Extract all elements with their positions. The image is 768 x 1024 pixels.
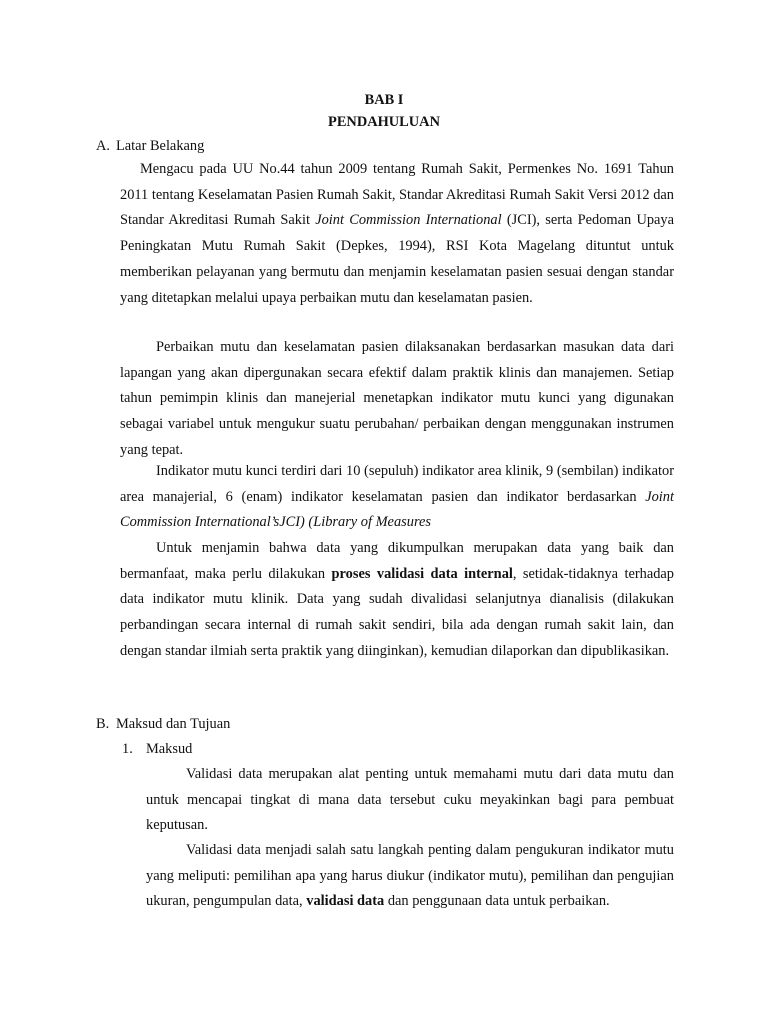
text-run: Mengacu pada UU No.44 tahun 2009 tentang Rumah Sakit, Permenkes No. 1691 Tahun 2011 tentang Keselamatan Pasien Rumah Sakit, Standar Akreditasi Rumah Sakit Versi 2012 dan Standar Akreditasi Rumah Sakit — [120, 161, 674, 229]
italic-text: Joint Commission International — [315, 212, 502, 229]
subsection-1-heading — [122, 740, 192, 758]
subsection-1-label: 1. — [122, 741, 133, 757]
paragraph-latar-2: Perbaikan mutu dan keselamatan pasien dilaksanakan berdasarkan masukan data dari lapangan yang akan dipergunakan secara efektif dalam praktik klinis dan manajemen. Setiap tahun pemimpin klinis dan manejerial menetapkan indikator mutu kunci yang digunakan sebagai variabel untuk mengukur suatu perubahan/ perbaikan dengan menggunakan instrumen yang tepat. — [120, 339, 674, 458]
bold-text: proses validasi data internal — [331, 565, 513, 582]
section-a-heading — [96, 137, 204, 155]
chapter-label: BAB I — [364, 92, 404, 108]
paragraph-latar-4 — [120, 536, 674, 665]
paragraph-latar-1 — [120, 157, 674, 311]
section-a-label: A. — [96, 138, 110, 154]
paragraph-maksud-2 — [146, 838, 674, 915]
text-run: Untuk menjamin bahwa data yang dikumpulkan merupakan data yang baik dan bermanfaat, maka perlu dilakukan — [120, 540, 674, 582]
chapter-title: PENDAHULUAN — [328, 114, 440, 130]
section-b-heading — [96, 715, 230, 733]
text-run: (JCI), serta Pedoman Upaya Peningkatan Mutu Rumah Sakit (Depkes, 1994), RSI Kota Magelang dituntut untuk memberikan pelayanan yang bermutu dan menjamin keselamatan pasien sesuai dengan standar yang ditetapkan melalui upaya perbaikan mutu dan keselamatan pasien. — [120, 212, 674, 306]
bold-text: validasi data — [306, 893, 385, 910]
subsection-1-title: Maksud — [146, 741, 193, 757]
text-run: , setidak-tidaknya terhadap data indikator mutu klinik. Data yang sudah divalidasi selanjutnya dianalisis (dilakukan perbandingan secara internal di rumah sakit sendiri, bila ada dengan rumah sakit lain, dan dengan standar ilmiah serta praktik yang diinginkan), kemudian dilaporkan dan dipublikasikan. — [120, 565, 675, 659]
text-run: Indikator mutu kunci terdiri dari 10 (sepuluh) indikator area klinik, 9 (sembilan) indikator area manajerial, 6 (enam) indikator keselamatan pasien dan indikator berdasarkan — [120, 463, 674, 505]
paragraph-latar-3 — [120, 459, 674, 536]
section-b-title: Maksud dan Tujuan — [116, 716, 231, 732]
italic-text: Joint Commission International’sJCI) (Library of Measures — [120, 488, 674, 531]
section-a-title: Latar Belakang — [116, 138, 205, 154]
paragraph-maksud-1: Validasi data merupakan alat penting untuk memahami mutu dari data mutu dan untuk mencapai tingkat di mana data tersebut cuku meyakinkan bagi para pembuat keputusan. — [146, 766, 674, 834]
text-run: Validasi data menjadi salah satu langkah penting dalam pengukuran indikator mutu yang meliputi: pemilihan apa yang harus diukur (indikator mutu), pemilihan dan pengujian ukuran, pengumpulan data, — [146, 842, 674, 910]
section-b-label: B. — [96, 716, 110, 732]
text-run: dan penggunaan data untuk perbaikan. — [384, 893, 610, 910]
